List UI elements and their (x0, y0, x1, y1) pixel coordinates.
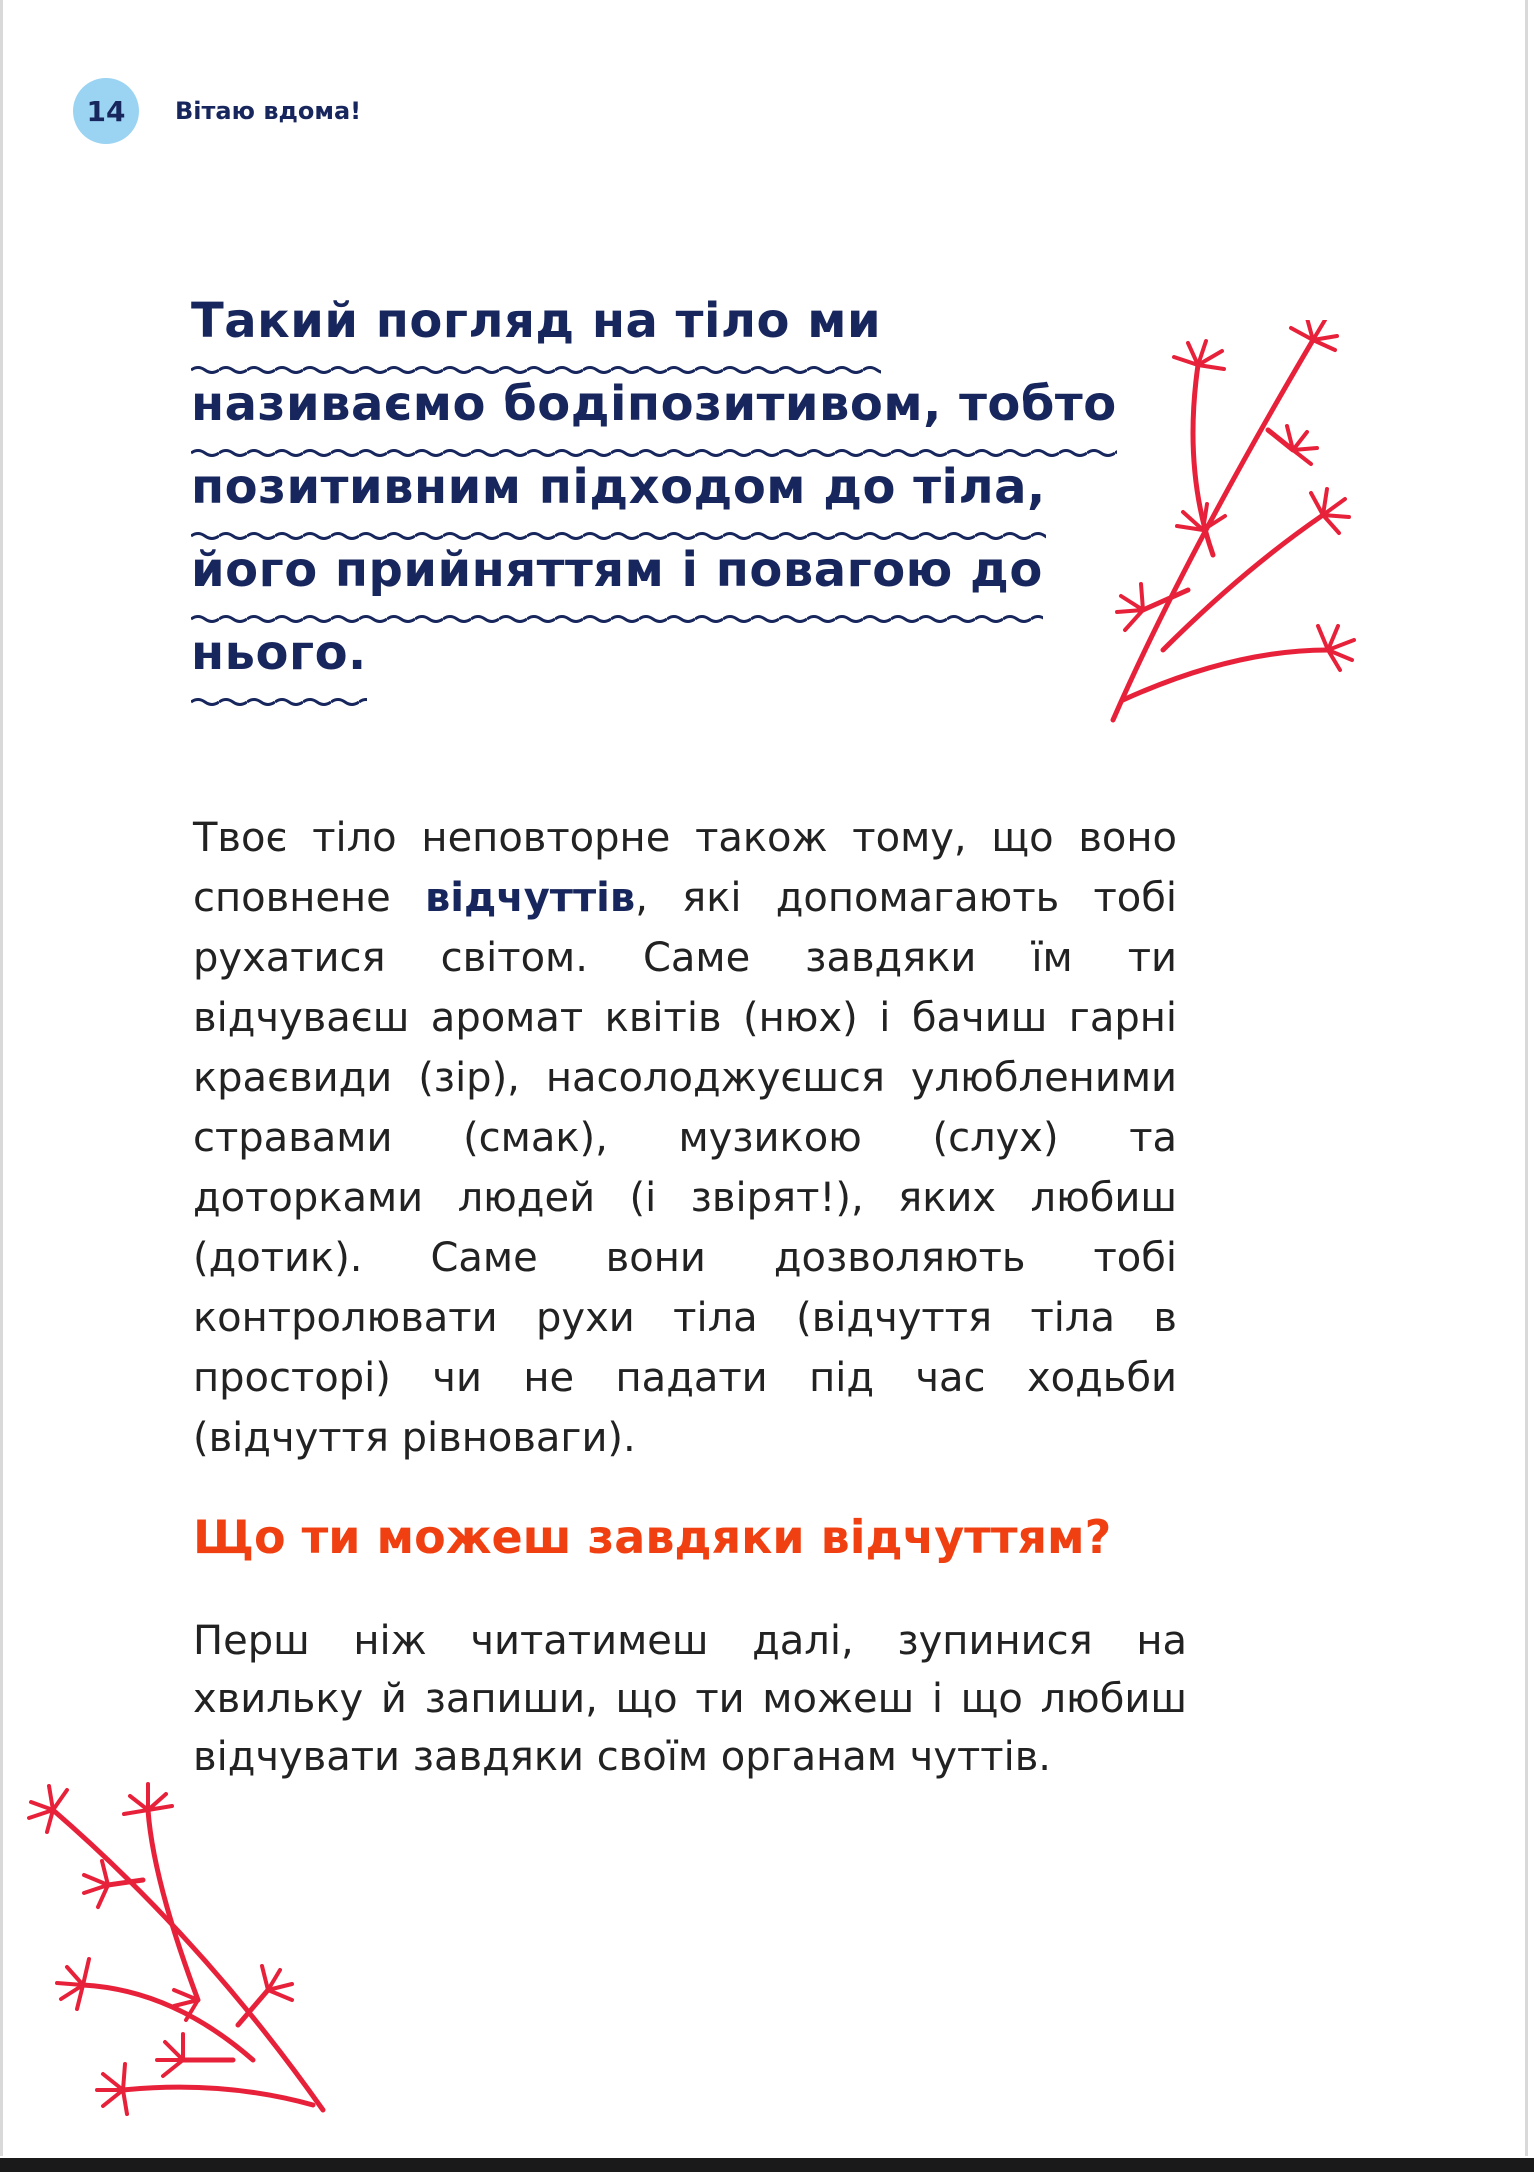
running-title: Вітаю вдома! (175, 97, 362, 125)
quote-line: позитивним підходом до тіла, (191, 446, 1171, 529)
highlighted-term: відчуттів (424, 875, 636, 921)
quote-line: нього. (191, 612, 1171, 695)
body-text: , які допомагають тобі рухатися світом. Саме завдяки їм ти відчуваєш аромат квітів (нюх) і бачиш гарні краєвиди (зір), насолоджуєшся улюбленими стравами (смак), музикою (слух) та доторками людей (і звірят!), яких любиш (дотик). Саме вони дозволяють тобі контролювати рухи тіла (відчуття тіла в просторі) чи не падати під час ходьби (відчуття рівноваги). (193, 875, 1177, 1461)
quote-line: Такий погляд на тіло ми (191, 280, 1171, 363)
quote-line: його прийняттям і повагою до (191, 529, 1171, 612)
section-heading: Що ти можеш завдяки відчуттям? (193, 1510, 1112, 1564)
red-branch-illustration-icon (23, 1770, 343, 2130)
body-paragraph: Перш ніж читатимеш далі, зупинися на хвильку й запиши, що ти можеш і що любиш відчувати завдяки своїм органам чуттів. (193, 1618, 1187, 1780)
red-branch-illustration-icon (1103, 320, 1363, 740)
page-header (73, 78, 361, 144)
body-paragraph (193, 808, 1177, 1468)
body-text: Твоє тіло неповторне також тому, що воно сповнене (193, 815, 1177, 921)
page-number-badge: 14 (73, 78, 139, 144)
bottom-edge-bar (0, 2158, 1534, 2172)
pull-quote (191, 280, 1171, 695)
quote-line: називаємо бодіпозитивом, тобто (191, 363, 1171, 446)
